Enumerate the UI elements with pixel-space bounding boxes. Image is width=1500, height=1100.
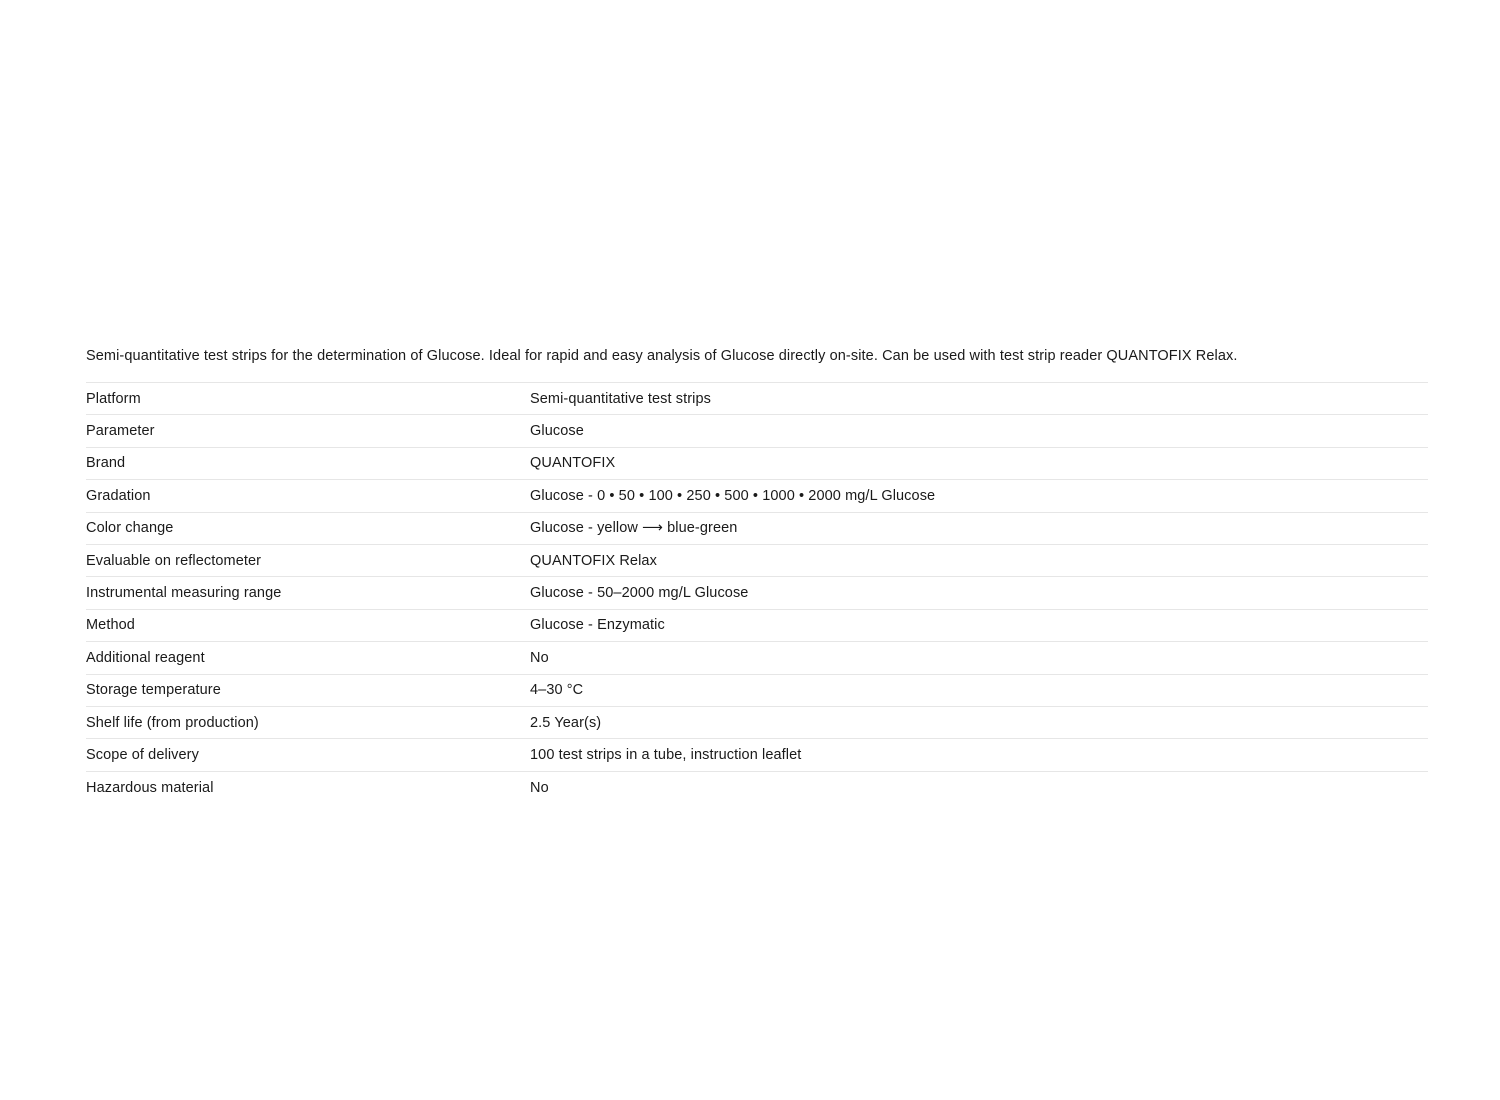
table-row bbox=[86, 383, 1428, 415]
spec-value-scope-of-delivery: 100 test strips in a tube, instruction leaflet bbox=[530, 746, 802, 763]
spec-label-hazardous-material: Hazardous material bbox=[86, 779, 214, 796]
table-row bbox=[86, 480, 1428, 512]
table-row bbox=[86, 544, 1428, 576]
spec-label-platform: Platform bbox=[86, 390, 141, 407]
spec-label-parameter: Parameter bbox=[86, 423, 155, 440]
table-row bbox=[86, 512, 1428, 544]
table-row bbox=[86, 447, 1428, 479]
spec-value-shelf-life: 2.5 Year(s) bbox=[530, 714, 602, 731]
spec-value-gradation: Glucose - 0 • 50 • 100 • 250 • 500 • 1000 • 2000 mg/L Glucose bbox=[530, 487, 936, 504]
table-row bbox=[86, 642, 1428, 674]
table-row bbox=[86, 415, 1428, 447]
spec-label-shelf-life: Shelf life (from production) bbox=[86, 714, 259, 731]
table-row bbox=[86, 706, 1428, 738]
spec-label-additional-reagent: Additional reagent bbox=[86, 649, 205, 666]
spec-label-reflectometer: Evaluable on reflectometer bbox=[86, 552, 262, 569]
table-row bbox=[86, 674, 1428, 706]
spec-value-parameter: Glucose bbox=[530, 423, 584, 440]
spec-label-measuring-range: Instrumental measuring range bbox=[86, 585, 282, 602]
spec-label-brand: Brand bbox=[86, 455, 126, 472]
spec-value-platform: Semi-quantitative test strips bbox=[530, 390, 711, 407]
spec-label-storage-temperature: Storage temperature bbox=[86, 682, 221, 699]
table-row bbox=[86, 739, 1428, 771]
spec-value-brand: QUANTOFIX bbox=[530, 455, 616, 472]
spec-value-color-change: Glucose - yellow ⟶ blue-green bbox=[530, 520, 738, 537]
spec-value-hazardous-material: No bbox=[530, 779, 549, 796]
product-details bbox=[86, 346, 1428, 804]
spec-value-method: Glucose - Enzymatic bbox=[530, 617, 665, 634]
product-description: Semi-quantitative test strips for the determination of Glucose. Ideal for rapid and easy analysis of Glucose directly on-site. Can be used with test strip reader QUANTOFIX Relax. bbox=[86, 348, 1238, 364]
table-row bbox=[86, 577, 1428, 609]
spec-label-scope-of-delivery: Scope of delivery bbox=[86, 746, 199, 763]
table-row bbox=[86, 771, 1428, 803]
spec-value-reflectometer: QUANTOFIX Relax bbox=[530, 552, 657, 569]
spec-label-color-change: Color change bbox=[86, 520, 174, 537]
table-row bbox=[86, 609, 1428, 641]
spec-label-method: Method bbox=[86, 617, 135, 634]
specifications-table bbox=[86, 382, 1428, 804]
spec-value-storage-temperature: 4–30 °C bbox=[530, 682, 584, 699]
spec-label-gradation: Gradation bbox=[86, 487, 151, 504]
spec-value-additional-reagent: No bbox=[530, 649, 549, 666]
spec-value-measuring-range: Glucose - 50–2000 mg/L Glucose bbox=[530, 585, 749, 602]
